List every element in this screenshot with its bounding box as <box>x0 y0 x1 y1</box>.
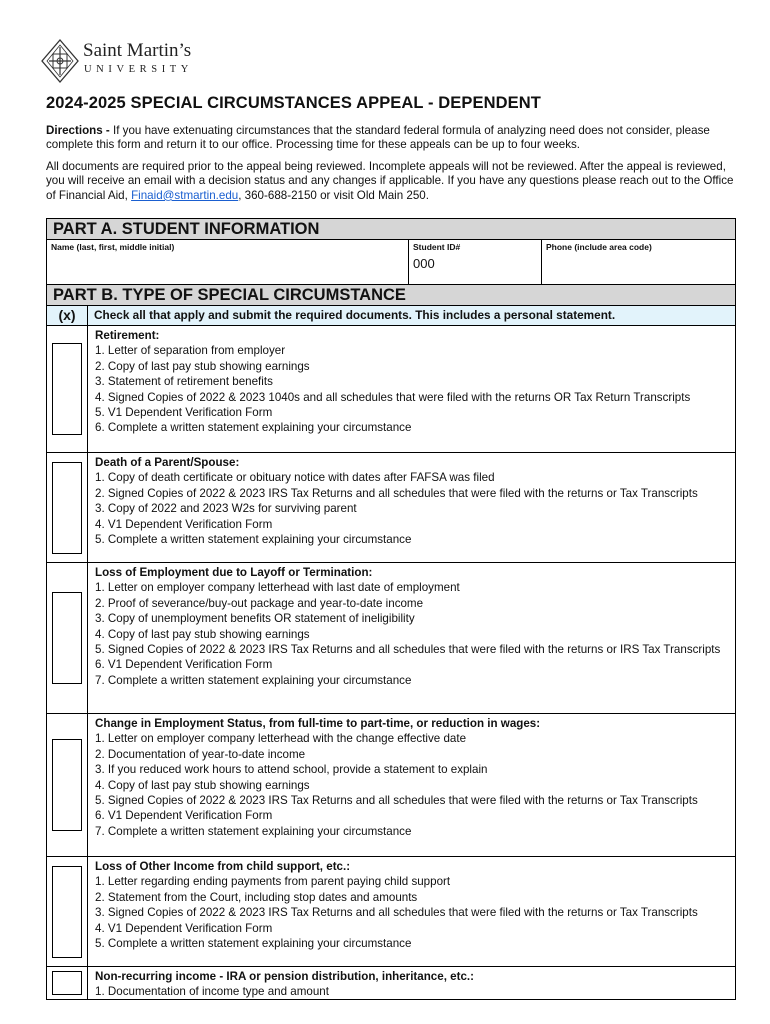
part-a-heading: PART A. STUDENT INFORMATION <box>47 219 735 240</box>
requirement-item: 2. Documentation of year-to-date income <box>95 747 306 761</box>
circumstance-row <box>47 326 735 453</box>
requirement-item: 3. Statement of retirement benefits <box>95 375 273 389</box>
requirement-item: 5. Signed Copies of 2022 & 2023 IRS Tax Returns and all schedules that were filed with the returns or Tax Transcripts <box>95 794 698 808</box>
circumstance-row <box>47 453 735 563</box>
financial-aid-email-link[interactable]: Finaid@stmartin.edu <box>131 188 239 202</box>
circumstance-title: Loss of Other Income from child support, etc.: <box>95 860 351 873</box>
university-logo <box>40 38 240 86</box>
requirement-item: 3. If you reduced work hours to attend school, provide a statement to explain <box>95 763 488 777</box>
requirement-item: 1. Letter of separation from employer <box>95 344 286 358</box>
page-title: 2024-2025 SPECIAL CIRCUMSTANCES APPEAL - DEPENDENT <box>46 94 541 112</box>
circumstance-title: Change in Employment Status, from full-time to part-time, or reduction in wages: <box>95 717 541 730</box>
logo-name: Saint Martin’s <box>83 40 192 61</box>
requirement-item: 1. Documentation of income type and amount <box>95 985 329 999</box>
instruction-row <box>47 306 735 326</box>
requirement-item: 2. Signed Copies of 2022 & 2023 IRS Tax Returns and all schedules that were filed with the returns or Tax Transcripts <box>95 486 698 500</box>
circumstance-row <box>47 714 735 857</box>
requirement-item: 2. Statement from the Court, including stop dates and amounts <box>95 890 418 904</box>
requirement-item: 1. Copy of death certificate or obituary notice with dates after FAFSA was filed <box>95 471 495 485</box>
retirement-checkbox[interactable] <box>52 343 82 435</box>
requirement-item: 4. Signed Copies of 2022 & 2023 1040s and all schedules that were filed with the returns OR Tax Return Transcripts <box>95 390 691 404</box>
student-id-field[interactable] <box>409 240 542 284</box>
requirement-item: 2. Copy of last pay stub showing earnings <box>95 359 310 373</box>
name-field[interactable] <box>47 240 409 284</box>
circumstance-content <box>88 326 735 452</box>
requirement-item: 1. Letter regarding ending payments from parent paying child support <box>95 875 451 889</box>
university-crest-icon <box>40 38 80 84</box>
check-column-header: (x) <box>47 306 88 325</box>
requirement-item: 2. Proof of severance/buy-out package and year-to-date income <box>95 596 424 610</box>
circumstance-content <box>88 563 735 713</box>
directions-label: Directions - <box>46 124 110 137</box>
requirement-item: 6. V1 Dependent Verification Form <box>95 809 273 823</box>
logo-subtitle: UNIVERSITY <box>84 64 193 75</box>
loss-of-other-income-checkbox[interactable] <box>52 866 82 958</box>
circumstance-title: Loss of Employment due to Layoff or Termination: <box>95 566 373 579</box>
circumstance-row <box>47 563 735 714</box>
instruction-text: Check all that apply and submit the required documents. This includes a personal statement. <box>88 306 735 325</box>
requirement-item: 6. Complete a written statement explaining your circumstance <box>95 421 412 435</box>
change-in-employment-checkbox[interactable] <box>52 739 82 831</box>
circumstance-content <box>88 857 735 966</box>
requirement-item: 4. Copy of last pay stub showing earnings <box>95 778 310 792</box>
requirement-item: 1. Letter on employer company letterhead with the change effective date <box>95 732 467 746</box>
circumstance-content <box>88 967 735 999</box>
notice-rest: , 360-688-2150 or visit Old Main 250. <box>238 188 429 202</box>
circumstance-row <box>47 967 735 999</box>
notice-text: All documents are required prior to the appeal being reviewed. Incomplete appeals will not be reviewed. After the appeal is reviewed, you will receive an email with a decision status and any changes if applicable. If you have any questions please reach out to the Office of Financial Aid, <box>46 160 734 202</box>
death-of-parent-checkbox[interactable] <box>52 462 82 554</box>
notice-paragraph <box>46 160 736 203</box>
requirement-item: 5. V1 Dependent Verification Form <box>95 406 273 420</box>
requirement-item: 4. V1 Dependent Verification Form <box>95 517 273 531</box>
part-b-heading: PART B. TYPE OF SPECIAL CIRCUMSTANCE <box>47 285 735 306</box>
student-id-value: 000 <box>413 256 435 271</box>
circumstance-title: Death of a Parent/Spouse: <box>95 456 240 469</box>
requirement-item: 5. Complete a written statement explaining your circumstance <box>95 937 412 951</box>
requirement-item: 5. Complete a written statement explaining your circumstance <box>95 533 412 547</box>
requirement-item: 7. Complete a written statement explaining your circumstance <box>95 673 412 687</box>
student-info-row <box>47 240 735 285</box>
non-recurring-income-checkbox[interactable] <box>52 971 82 995</box>
appeal-form <box>46 218 736 1000</box>
phone-field[interactable] <box>542 240 735 284</box>
directions-paragraph <box>46 124 736 153</box>
requirement-item: 1. Letter on employer company letterhead with last date of employment <box>95 581 460 595</box>
circumstance-content <box>88 453 735 562</box>
circumstance-title: Non-recurring income - IRA or pension distribution, inheritance, etc.: <box>95 970 474 983</box>
name-field-label: Name (last, first, middle initial) <box>51 242 175 252</box>
circumstance-content <box>88 714 735 856</box>
requirement-item: 3. Signed Copies of 2022 & 2023 IRS Tax Returns and all schedules that were filed with the returns or Tax Transcripts <box>95 906 698 920</box>
requirement-item: 7. Complete a written statement explaining your circumstance <box>95 824 412 838</box>
phone-field-label: Phone (include area code) <box>546 242 652 252</box>
requirement-item: 4. V1 Dependent Verification Form <box>95 921 273 935</box>
loss-of-employment-checkbox[interactable] <box>52 592 82 684</box>
requirement-item: 3. Copy of unemployment benefits OR statement of ineligibility <box>95 612 415 626</box>
circumstance-row <box>47 857 735 967</box>
circumstance-title: Retirement: <box>95 329 160 342</box>
directions-text: If you have extenuating circumstances that the standard federal formula of analyzing need does not consider, please complete this form and return it to our office. Processing time for these appeals can be up to four weeks. <box>46 124 710 152</box>
requirement-item: 4. Copy of last pay stub showing earnings <box>95 627 310 641</box>
student-id-label: Student ID# <box>413 242 461 252</box>
requirement-item: 6. V1 Dependent Verification Form <box>95 658 273 672</box>
requirement-item: 5. Signed Copies of 2022 & 2023 IRS Tax Returns and all schedules that were filed with the returns or IRS Tax Transcripts <box>95 643 721 657</box>
requirement-item: 3. Copy of 2022 and 2023 W2s for surviving parent <box>95 502 357 516</box>
